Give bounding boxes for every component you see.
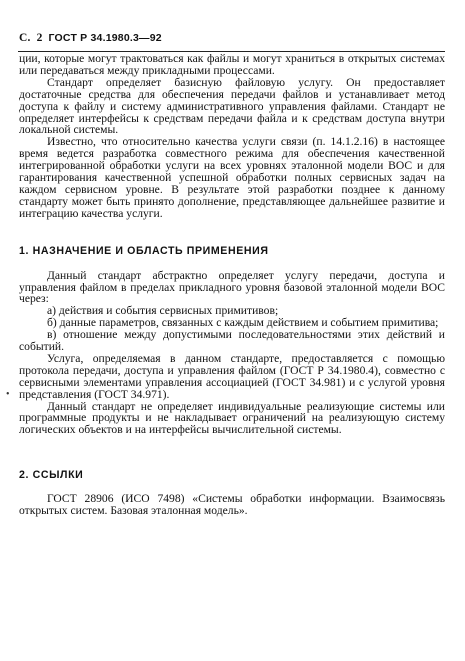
list-item: в) отношение между допустимыми последовательностями этих действий и событий. xyxy=(19,328,445,354)
list-item: а) действия и события сервисных примитивов; xyxy=(47,304,279,318)
page-prefix: С. xyxy=(19,32,31,44)
section-2-heading: 2. ССЫЛКИ xyxy=(19,469,84,482)
standard-designation: ГОСТ Р 34.1980.3—92 xyxy=(48,32,162,44)
intro-paragraph: Стандарт определяет базисную файловую услугу. Он предоставляет достаточные средства для обеспечения передачи файлов и устанавливает метод доступа к файлу и систему административного управления файлами. Стандарт не определяет интерфейсы к средствам передачи файла и к средствам доступа внутри локальной системы. xyxy=(19,75,445,137)
section-1-heading: 1. НАЗНАЧЕНИЕ И ОБЛАСТЬ ПРИМЕНЕНИЯ xyxy=(19,244,269,257)
page-header xyxy=(19,32,162,44)
list-item: б) данные параметров, связанных с каждым действием и событием примитива; xyxy=(47,316,439,330)
section-1-paragraph: Данный стандарт не определяет индивидуальные реализующие системы или программные продукты и не накладывает ограничений на реализующую систему логических объектов и на интерфейсы вычислительной системы. xyxy=(19,399,445,437)
document-body xyxy=(19,53,445,517)
section-1-lead: Данный стандарт абстрактно определяет услугу передачи, доступа и управления файлом в пределах прикладного уровня базовой эталонной модели ВОС через: xyxy=(19,268,445,306)
intro-paragraph-continued: ции, которые могут трактоваться как файлы и могут храниться в открытых системах или передаваться между прикладными процессами. xyxy=(19,52,445,77)
page-number: 2 xyxy=(36,32,43,44)
section-1-paragraph: Услуга, определяемая в данном стандарте, предоставляется с помощью протокола передачи, доступа и управления файлом (ГОСТ Р 34.1980.4), совместно с сервисными элементами управления ассоциацией (ГОСТ 34.981) и с услугой уровня представления (ГОСТ 34.971). xyxy=(19,351,445,401)
section-2-paragraph: ГОСТ 28906 (ИСО 7498) «Системы обработки информации. Взаимосвязь открытых систем. Базовая эталонная модель». xyxy=(19,492,445,518)
intro-paragraph: Известно, что относительно качества услуги связи (п. 14.1.2.16) в настоящее время ведется разработка совместного режима для обеспечения качественной интегрированной обработки услуги на всех уровнях эталонной модели ВОС и для гарантирования качественной успешной обработки полных сервисных задач на каждом сервисном уровне. В результате этой разработки позднее к данному стандарту может быть принято дополнение, представляющее дальнейшее развитие и интеграцию качества услуги. xyxy=(19,135,445,220)
margin-mark: • xyxy=(6,389,10,400)
